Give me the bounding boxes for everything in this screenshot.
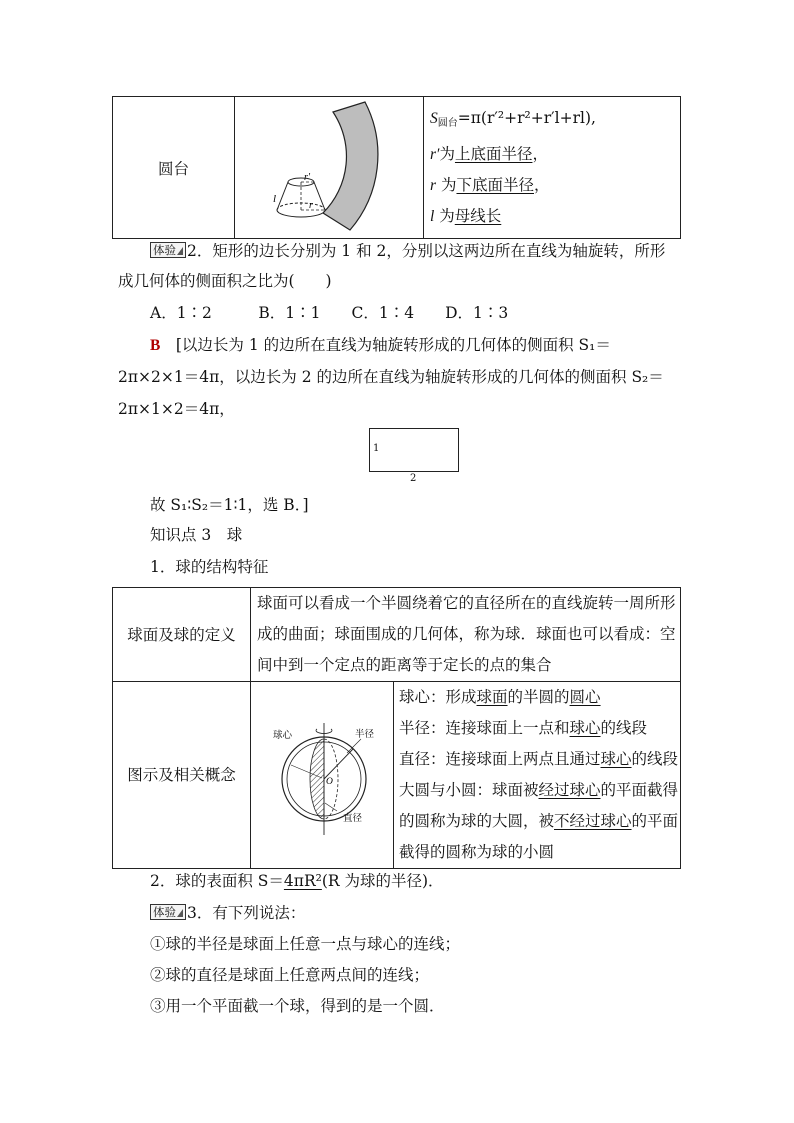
- sphere-def-label-cell: [113, 588, 251, 682]
- section3-title: 知识点 3 球: [150, 526, 243, 544]
- fig-label-l: l: [273, 192, 277, 205]
- exp2-conclusion: 故 S₁∶S₂＝1∶1，选 B．]: [150, 496, 309, 514]
- concept-circles-1: 大圆与小圆：球面被经过球心的平面截得: [399, 781, 679, 799]
- sphere-def-label: 球面及球的定义: [127, 625, 236, 644]
- exp2-solution-line3: 2π×1×2＝4π，: [118, 400, 235, 418]
- frustum-line-lower-radius: r 为下底面半径，: [430, 176, 550, 194]
- frustum-name: 圆台: [157, 159, 189, 178]
- exp2-question-line1: 体验 2．矩形的边长分别为 1 和 2，分别以这两边所在直线为轴旋转，所形: [150, 240, 665, 262]
- fig-label-o: O: [326, 777, 333, 787]
- sphere-def-text-3: 间中到一个定点的距离等于定长的点的集合: [257, 656, 552, 674]
- sphere-figure: [251, 683, 393, 867]
- frustum-line-upper-radius: r′为上底面半径，: [430, 145, 548, 163]
- sphere-fig-label-cell: [113, 682, 251, 869]
- sphere-table: [112, 587, 681, 869]
- exp3-statement-2: ②球的直径是球面上任意两点间的连线；: [150, 966, 430, 984]
- sphere-def-text-1: 球面可以看成一个半圆绕着它的直径所在的直线旋转一周所形: [257, 594, 676, 612]
- frustum-table: [112, 96, 681, 239]
- sphere-figure-cell: [251, 682, 394, 869]
- sphere-def-text-2: 成的曲面；球面围成的几何体，称为球．球面也可以看成：空: [257, 625, 676, 643]
- exp3-question: 体验 3．有下列说法：: [150, 902, 305, 924]
- surface-area-line: 2．球的表面积 S＝4πR²(R 为球的半径)．: [150, 872, 444, 890]
- exp2-solution-line1: B [以边长为 1 的边所在直线为轴旋转形成的几何体的侧面积 S₁＝: [150, 336, 611, 354]
- exp2-solution-line2: 2π×2×1＝4π，以边长为 2 的边所在直线为轴旋转形成的几何体的侧面积 S₂＝: [118, 368, 664, 386]
- sphere-def-text-cell: [251, 588, 681, 682]
- frustum-line-slant: l 为母线长: [430, 207, 502, 225]
- sphere-concepts-cell: [394, 682, 681, 869]
- section3-sub1: 1．球的结构特征: [150, 558, 269, 576]
- fig-label-center: 球心: [273, 730, 293, 741]
- rect-bottom-label: 2: [410, 473, 417, 484]
- fig-label-r-prime: r′: [304, 171, 311, 183]
- fig-label-r: r: [309, 199, 313, 211]
- frustum-formula: $S_{圆台}=\pi(r'^2+r^2+r'l+rl)$,: [430, 109, 596, 129]
- frustum-name-cell: [113, 97, 235, 239]
- frustum-formula-cell: [424, 97, 681, 239]
- frustum-figure-cell: [235, 97, 424, 239]
- fig-label-diameter: 直径: [343, 813, 363, 824]
- annular-sector-shape: [323, 102, 378, 230]
- concept-radius: 半径：连接球面上一点和球心的线段: [399, 719, 648, 737]
- concept-circles-3: 截得的圆称为球的小圆: [399, 843, 555, 861]
- rectangle-figure: [369, 428, 459, 472]
- frustum-development-figure: [235, 98, 423, 238]
- exp2-answer: B: [150, 337, 161, 354]
- exp2-options: A．1∶2 B．1∶1 C．1∶4 D．1∶3: [150, 304, 509, 322]
- exp3-statement-3: ③用一个平面截一个球，得到的是一个圆．: [150, 997, 445, 1015]
- concept-diameter: 直径：连接球面上两点且通过球心的线段: [399, 750, 679, 768]
- sphere-fig-label: 图示及相关概念: [127, 766, 236, 784]
- exp3-badge: 体验: [150, 904, 186, 920]
- concept-circles-2: 的圆称为球的大圆，被不经过球心的平面: [399, 812, 679, 830]
- exp2-badge: 体验: [150, 242, 186, 258]
- rect-side-label: 1: [373, 443, 380, 454]
- frustum-bottom-front: [277, 210, 325, 217]
- exp2-question-line2: 成几何体的侧面积之比为( ): [118, 272, 332, 290]
- fig-label-radius: 半径: [355, 729, 375, 740]
- concept-center: 球心：形成球面的半圆的圆心: [399, 688, 601, 706]
- exp3-statement-1: ①球的半径是球面上任意一点与球心的连线；: [150, 935, 461, 953]
